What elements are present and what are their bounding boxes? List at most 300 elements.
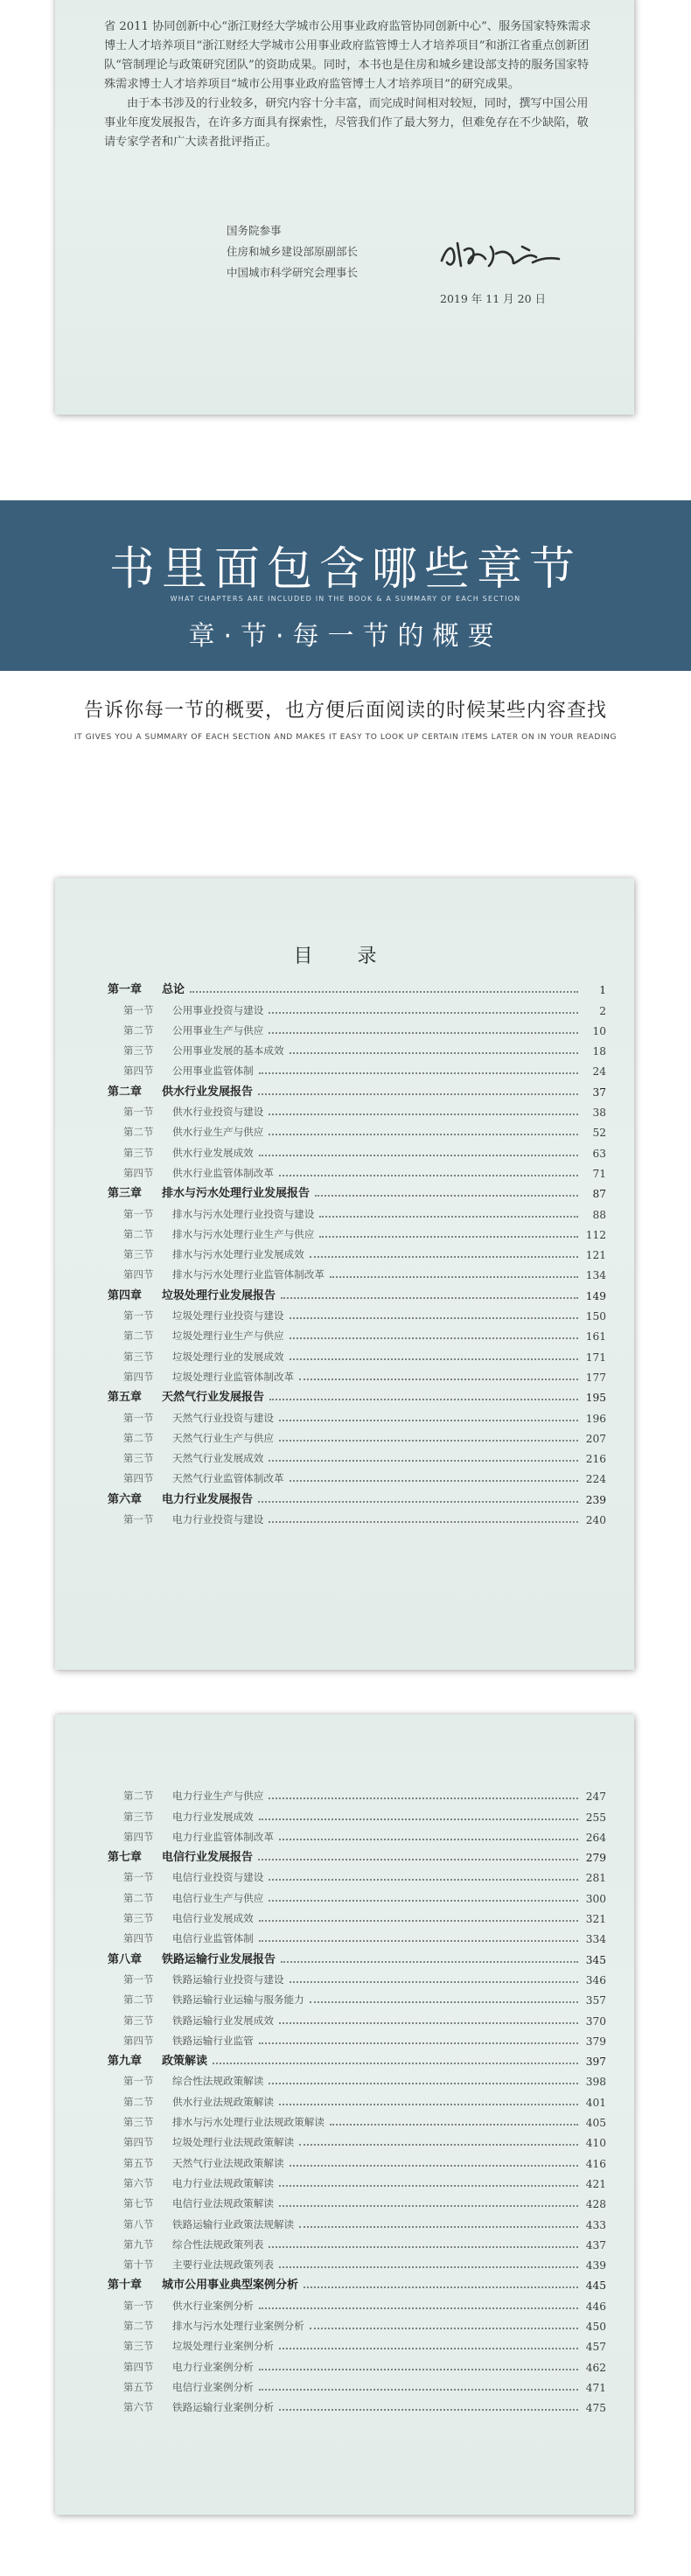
banner-subtitle-en: WHAT CHAPTERS ARE INCLUDED IN THE BOOK & A SUMMARY OF EACH SECTION [170, 595, 521, 603]
page-number: 239 [585, 1493, 606, 1506]
toc-section-row [108, 2007, 606, 2027]
toc-section-row [108, 1425, 606, 1445]
section-title: 供水行业发展成效 [172, 1146, 254, 1159]
page-number: 346 [585, 1973, 606, 1986]
section-title: 垃圾处理行业案例分析 [172, 2340, 274, 2353]
page-number: 445 [585, 2279, 606, 2293]
toc-section-row [108, 1884, 606, 1904]
chapter-number: 第九章 [108, 2055, 143, 2069]
toc-section-row [108, 1966, 606, 1986]
page-number: 300 [585, 1892, 606, 1905]
page-number: 264 [585, 1831, 606, 1844]
section-number: 第四节 [123, 1830, 154, 1843]
section-title: 垃圾处理行业生产与供应 [172, 1330, 284, 1343]
leader-dots [310, 2000, 578, 2003]
section-number: 第一节 [123, 1106, 154, 1119]
section-title: 排水与污水处理行业案例分析 [172, 2320, 304, 2333]
signer-titles [227, 220, 358, 283]
toc-section-row [108, 1905, 606, 1925]
leader-dots [290, 2164, 578, 2167]
leader-dots [269, 1797, 578, 1799]
toc-section-row [108, 2190, 606, 2210]
section-number: 第四节 [123, 2034, 154, 2047]
page-number: 88 [592, 1208, 606, 1221]
page-number: 397 [585, 2056, 606, 2069]
section-number: 第一节 [123, 1411, 154, 1424]
section-number: 第二节 [123, 1227, 154, 1240]
preface-paragraph-2: 由于本书涉及的行业较多，研究内容十分丰富，而完成时间相对较短，同时，撰写中国公用事业年度发展报告，在许多方面具有探索性，尽管我们作了最大努力，但难免存在不少缺陷，敬请专家学者和广大读者批评指正。 [104, 97, 589, 149]
toc-section-row [108, 2170, 606, 2190]
section-title: 垃圾处理行业投资与建设 [172, 1309, 284, 1323]
page-number: 370 [585, 2014, 606, 2028]
section-number: 第一节 [123, 1003, 154, 1016]
page-number: 38 [592, 1106, 606, 1120]
toc-section-row [108, 2333, 606, 2353]
section-title: 公用事业发展的基本成效 [172, 1044, 284, 1058]
section-title: 电信行业法规政策解读 [172, 2197, 274, 2210]
preface-text [104, 17, 594, 152]
page-number: 196 [585, 1412, 606, 1425]
section-title: 排水与污水处理行业法规政策解读 [172, 2116, 325, 2129]
toc-section-row [108, 1925, 606, 1945]
leader-dots [281, 1296, 578, 1299]
page-number: 471 [585, 2381, 606, 2394]
toc-list-2 [108, 1783, 606, 2414]
toc-section-row [108, 2109, 606, 2129]
section-number: 第三节 [123, 1912, 154, 1925]
leader-dots [213, 2062, 578, 2064]
section-number: 第六节 [123, 2401, 154, 2414]
toc-chapter-row [108, 1384, 606, 1404]
leader-dots [269, 1113, 578, 1115]
section-number: 第二节 [123, 1993, 154, 2007]
page-number: 334 [585, 1933, 606, 1946]
section-number: 第九节 [123, 2237, 154, 2251]
leader-dots [258, 1093, 578, 1095]
leader-dots [259, 1154, 578, 1156]
leader-dots [269, 1011, 578, 1014]
page-number: 281 [585, 1872, 606, 1885]
leader-dots [290, 1337, 578, 1339]
section-title: 垃圾处理行业监管体制改革 [172, 1370, 295, 1383]
section-title: 排水与污水处理行业监管体制改革 [172, 1268, 325, 1281]
leader-dots [330, 2123, 578, 2126]
toc-section-row [108, 1404, 606, 1424]
section-number: 第五节 [123, 2380, 154, 2393]
section-title: 铁路运输行业监管 [172, 2034, 254, 2047]
section-title: 电力行业案例分析 [172, 2360, 254, 2373]
page-number: 161 [585, 1330, 606, 1344]
signer-title-1: 国务院参事 [227, 224, 282, 237]
section-title: 综合性法规政策解读 [172, 2075, 264, 2088]
section-number: 第三节 [123, 2340, 154, 2353]
section-number: 第一节 [123, 1513, 154, 1526]
page-number: 112 [585, 1228, 606, 1241]
toc-section-row [108, 1200, 606, 1220]
section-number: 第十节 [123, 2258, 154, 2272]
section-title: 铁路运输行业政策法规解读 [172, 2217, 295, 2230]
toc-section-row [108, 2353, 606, 2373]
leader-dots [269, 2082, 578, 2084]
page-number: 405 [585, 2117, 606, 2130]
toc-section-row [108, 2231, 606, 2251]
toc-section-row [108, 1803, 606, 1823]
section-number: 第一节 [123, 2075, 154, 2088]
toc-section-row [108, 1986, 606, 2007]
section-number: 第四节 [123, 1932, 154, 1945]
leader-dots [269, 1398, 578, 1400]
section-title: 铁路运输行业投资与建设 [172, 1972, 284, 1986]
section-title: 供水行业案例分析 [172, 2299, 254, 2312]
page-number: 279 [585, 1852, 606, 1865]
section-number: 第三节 [123, 1810, 154, 1823]
leader-dots [258, 1858, 578, 1860]
section-number: 第一节 [123, 1871, 154, 1884]
page-number: 149 [585, 1289, 606, 1302]
page-number: 446 [585, 2300, 606, 2313]
section-number: 第二节 [123, 1431, 154, 1444]
leader-dots [290, 1316, 578, 1319]
leader-dots [259, 1919, 578, 1922]
leader-dots [279, 2347, 578, 2349]
toc-list-1 [108, 976, 606, 1526]
section-number: 第二节 [123, 2095, 154, 2108]
leader-dots [279, 2021, 578, 2024]
section-title: 电信行业投资与建设 [172, 1871, 264, 1884]
intro-text: 告诉你每一节的概要，也方便后面阅读的时候某些内容查找 [83, 700, 607, 722]
chapter-title: 天然气行业发展报告 [162, 1391, 265, 1405]
section-title: 电力行业投资与建设 [172, 1513, 264, 1526]
leader-dots [279, 2408, 578, 2411]
page-number: 410 [585, 2137, 606, 2150]
leader-dots [310, 1255, 578, 1258]
section-number: 第二节 [123, 1023, 154, 1037]
chapter-title: 电力行业发展报告 [162, 1492, 254, 1506]
chapter-number: 第五章 [108, 1391, 143, 1405]
intro-text-en: IT GIVES YOU A SUMMARY OF EACH SECTION AND MAKES IT EASY TO LOOK UP CERTAIN ITEMS LATER ON IN YOUR READING [73, 733, 618, 742]
section-title: 供水行业法规政策解读 [172, 2095, 274, 2108]
section-title: 排水与污水处理行业投资与建设 [172, 1207, 315, 1220]
section-title: 公用事业监管体制 [172, 1065, 254, 1078]
section-number: 第三节 [123, 1146, 154, 1159]
leader-dots [310, 2327, 578, 2329]
section-number: 第二节 [123, 2320, 154, 2333]
toc-section-row [108, 1783, 606, 1803]
toc-section-row [108, 1343, 606, 1363]
leader-dots [279, 1174, 578, 1176]
leader-dots [279, 2265, 578, 2268]
chapter-title: 铁路运输行业发展报告 [162, 1952, 276, 1966]
page-number: 171 [585, 1351, 606, 1364]
section-title: 公用事业生产与供应 [172, 1023, 264, 1037]
leader-dots [279, 2184, 578, 2187]
signer-title-2: 住房和城乡建设部原副部长 [227, 245, 359, 258]
toc-chapter-row [108, 1180, 606, 1200]
page-number: 428 [585, 2198, 606, 2211]
section-number: 第四节 [123, 1065, 154, 1078]
leader-dots [259, 2307, 578, 2309]
toc-section-row [108, 1037, 606, 1058]
toc-section-row [108, 1160, 606, 1180]
leader-dots [259, 2388, 578, 2391]
section-number: 第六节 [123, 2176, 154, 2189]
leader-dots [290, 1479, 578, 1482]
section-title: 综合性法规政策列表 [172, 2237, 264, 2251]
toc-page-2 [55, 1714, 634, 2515]
page-number: 433 [585, 2218, 606, 2231]
section-title: 电力行业发展成效 [172, 1810, 254, 1823]
page-number: 216 [585, 1453, 606, 1466]
toc-title: 目 录 [293, 946, 396, 967]
section-title: 排水与污水处理行业生产与供应 [172, 1227, 315, 1240]
page-number: 450 [585, 2321, 606, 2334]
leader-dots [315, 1194, 578, 1197]
toc-section-row [108, 2068, 606, 2088]
leader-dots [269, 1878, 578, 1881]
page-number: 247 [585, 1791, 606, 1804]
leader-dots [290, 1980, 578, 1983]
preface-page [55, 0, 634, 415]
toc-section-row [108, 2251, 606, 2272]
section-number: 第七节 [123, 2197, 154, 2210]
chapter-title: 垃圾处理行业发展报告 [162, 1288, 276, 1302]
toc-section-row [108, 1302, 606, 1323]
section-title: 天然气行业法规政策解读 [172, 2156, 284, 2169]
leader-dots [330, 1275, 578, 1278]
page-number: 87 [592, 1188, 606, 1201]
page-number: 345 [585, 1953, 606, 1966]
toc-chapter-row [108, 1078, 606, 1098]
toc-section-row [108, 1864, 606, 1884]
section-title: 供水行业监管体制改革 [172, 1166, 274, 1179]
section-number: 第三节 [123, 2014, 154, 2027]
page-number: 18 [592, 1045, 606, 1058]
toc-chapter-row [108, 976, 606, 996]
banner-subtitle: 章·节·每一节的概要 [188, 621, 503, 652]
page-number: 421 [585, 2177, 606, 2190]
page-number: 379 [585, 2035, 606, 2048]
leader-dots [259, 2368, 578, 2370]
toc-section-row [108, 2129, 606, 2149]
toc-section-row [108, 1445, 606, 1465]
toc-section-row [108, 2210, 606, 2230]
toc-section-row [108, 2149, 606, 2169]
section-title: 电信行业生产与供应 [172, 1891, 264, 1904]
section-number: 第二节 [123, 1126, 154, 1139]
chapter-title: 政策解读 [162, 2055, 208, 2069]
page-number: 52 [592, 1127, 606, 1140]
chapter-title: 总论 [162, 983, 185, 997]
toc-section-row [108, 1099, 606, 1119]
leader-dots [299, 2143, 578, 2146]
page-number: 2 [599, 1004, 606, 1017]
section-title: 供水行业生产与供应 [172, 1126, 264, 1139]
page-number: 134 [585, 1269, 606, 1282]
toc-section-row [108, 2313, 606, 2333]
chapter-number: 第八章 [108, 1952, 143, 1966]
toc-section-row [108, 2292, 606, 2312]
toc-section-row [108, 1261, 606, 1281]
section-title: 供水行业投资与建设 [172, 1106, 264, 1119]
leader-dots [259, 2042, 578, 2044]
section-title: 电力行业监管体制改革 [172, 1830, 274, 1843]
section-number: 第二节 [123, 1891, 154, 1904]
section-title: 电力行业法规政策解读 [172, 2176, 274, 2189]
page-number: 24 [592, 1065, 606, 1079]
section-title: 主要行业法规政策列表 [172, 2258, 274, 2272]
leader-dots [299, 1378, 578, 1380]
section-title: 天然气行业发展成效 [172, 1452, 264, 1465]
section-number: 第三节 [123, 1044, 154, 1058]
toc-section-row [108, 1364, 606, 1384]
leader-dots [279, 1419, 578, 1421]
section-title: 铁路运输行业案例分析 [172, 2401, 274, 2414]
section-number: 第一节 [123, 1309, 154, 1323]
page-number: 1 [599, 984, 606, 997]
toc-section-row [108, 1824, 606, 1844]
section-number: 第一节 [123, 1972, 154, 1986]
toc-chapter-row [108, 2272, 606, 2292]
page-number: 71 [592, 1167, 606, 1180]
section-number: 第三节 [123, 1452, 154, 1465]
page-number: 177 [585, 1371, 606, 1384]
preface-date: 2019 年 11 月 20 日 [440, 292, 546, 305]
leader-dots [299, 2225, 578, 2228]
leader-dots [304, 2286, 578, 2288]
section-number: 第二节 [123, 1790, 154, 1803]
toc-section-row [108, 1506, 606, 1526]
section-banner [0, 500, 691, 671]
section-title: 天然气行业投资与建设 [172, 1411, 274, 1424]
section-number: 第四节 [123, 1370, 154, 1383]
chapter-title: 电信行业发展报告 [162, 1851, 254, 1865]
signer-title-3: 中国城市科学研究会理事长 [227, 266, 359, 279]
leader-dots [279, 1439, 578, 1442]
section-number: 第三节 [123, 1248, 154, 1261]
chapter-number: 第七章 [108, 1851, 143, 1865]
section-number: 第四节 [123, 1472, 154, 1485]
chapter-title: 排水与污水处理行业发展报告 [162, 1187, 311, 1201]
leader-dots [269, 1031, 578, 1034]
section-title: 铁路运输行业发展成效 [172, 2014, 274, 2027]
page-number: 357 [585, 1994, 606, 2007]
leader-dots [190, 990, 578, 993]
section-title: 电信行业发展成效 [172, 1912, 254, 1925]
section-number: 第四节 [123, 1166, 154, 1179]
toc-chapter-row [108, 1485, 606, 1505]
section-title: 公用事业投资与建设 [172, 1003, 264, 1016]
page-number: 224 [585, 1473, 606, 1486]
section-title: 电信行业监管体制 [172, 1932, 254, 1945]
leader-dots [269, 1459, 578, 1462]
leader-dots [319, 1215, 578, 1218]
leader-dots [259, 1939, 578, 1942]
page-number: 207 [585, 1432, 606, 1445]
section-title: 铁路运输行业运输与服务能力 [172, 1993, 304, 2007]
toc-chapter-row [108, 2048, 606, 2068]
toc-section-row [108, 1323, 606, 1343]
toc-section-row [108, 2394, 606, 2414]
section-number: 第四节 [123, 2360, 154, 2373]
section-number: 第二节 [123, 1330, 154, 1343]
toc-section-row [108, 2374, 606, 2394]
leader-dots [290, 1358, 578, 1360]
leader-dots [279, 2204, 578, 2207]
page-number: 439 [585, 2259, 606, 2272]
section-title: 电信行业案例分析 [172, 2380, 254, 2393]
toc-chapter-row [108, 1844, 606, 1864]
page-number: 462 [585, 2361, 606, 2374]
leader-dots [269, 1520, 578, 1523]
leader-dots [279, 1838, 578, 1840]
leader-dots [259, 1072, 578, 1074]
section-title: 电力行业生产与供应 [172, 1790, 264, 1803]
toc-page-1 [55, 878, 634, 1670]
chapter-title: 城市公用事业典型案例分析 [162, 2279, 299, 2293]
leader-dots [269, 1133, 578, 1135]
toc-chapter-row [108, 1281, 606, 1302]
chapter-number: 第二章 [108, 1085, 143, 1099]
preface-paragraph-1: 省 2011 协同创新中心“浙江财经大学城市公用事业政府监管协同创新中心”、服务国家特殊需求博士人才培养项目“浙江财经大学城市公用事业政府监管博士人才培养项目”和浙江省重点创新团队“管制理论与政策研究团队”的资助成果。同时，本书也是住房和城乡建设部支持的服务国家特殊需求博士人才培养项目“城市公用事业政府监管博士人才培养项目”的研究成果。 [104, 20, 591, 91]
chapter-number: 第三章 [108, 1187, 143, 1201]
page-number: 401 [585, 2096, 606, 2109]
toc-section-row [108, 2088, 606, 2108]
toc-section-row [108, 1241, 606, 1261]
section-number: 第四节 [123, 2136, 154, 2149]
section-title: 天然气行业监管体制改革 [172, 1472, 284, 1485]
toc-section-row [108, 1058, 606, 1078]
banner-title: 书里面包含哪些章节 [108, 543, 582, 596]
page-number: 10 [592, 1024, 606, 1037]
toc-section-row [108, 1465, 606, 1485]
leader-dots [269, 1899, 578, 1902]
page-number: 475 [585, 2402, 606, 2415]
page-number: 416 [585, 2157, 606, 2170]
handwritten-signature [435, 227, 566, 280]
section-number: 第一节 [123, 2299, 154, 2312]
chapter-number: 第四章 [108, 1288, 143, 1302]
chapter-number: 第六章 [108, 1492, 143, 1506]
leader-dots [319, 1235, 578, 1238]
toc-chapter-row [108, 1945, 606, 1965]
page-number: 398 [585, 2076, 606, 2089]
section-number: 第三节 [123, 2116, 154, 2129]
page-number: 321 [585, 1913, 606, 1926]
page-number: 195 [585, 1392, 606, 1405]
section-number: 第三节 [123, 1350, 154, 1363]
leader-dots [269, 2245, 578, 2248]
leader-dots [290, 1051, 578, 1054]
chapter-number: 第一章 [108, 983, 143, 997]
leader-dots [279, 2103, 578, 2105]
leader-dots [259, 1818, 578, 1820]
page-number: 457 [585, 2341, 606, 2354]
page-number: 121 [585, 1249, 606, 1262]
page-number: 37 [592, 1086, 606, 1099]
section-number: 第一节 [123, 1207, 154, 1220]
toc-section-row [108, 996, 606, 1016]
section-title: 天然气行业生产与供应 [172, 1431, 274, 1444]
section-title: 垃圾处理行业法规政策解读 [172, 2136, 295, 2149]
section-number: 第四节 [123, 1268, 154, 1281]
section-number: 第八节 [123, 2217, 154, 2230]
toc-section-row [108, 1119, 606, 1139]
leader-dots [258, 1500, 578, 1503]
toc-section-row [108, 1017, 606, 1037]
page-number: 240 [585, 1514, 606, 1527]
section-title: 垃圾处理行业的发展成效 [172, 1350, 284, 1363]
page-number: 150 [585, 1310, 606, 1323]
